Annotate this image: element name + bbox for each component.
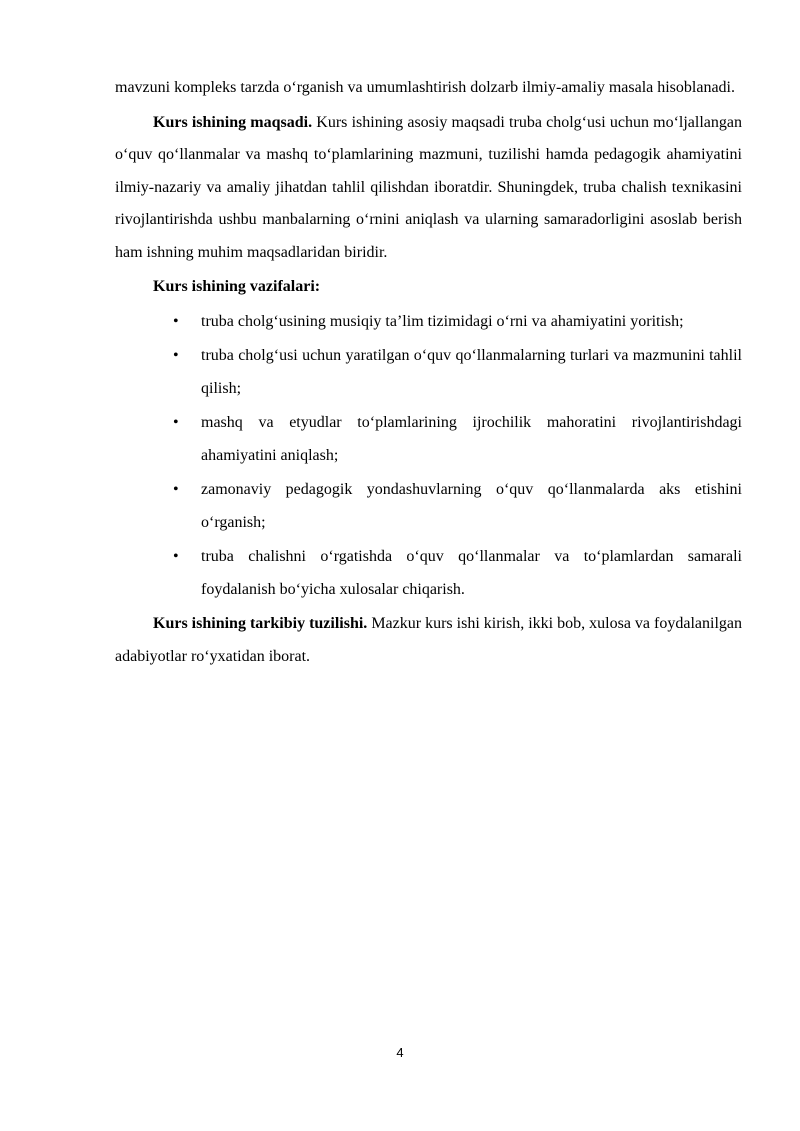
list-item-text: truba cholg‘usi uchun yaratilgan o‘quv qo‘llanmalarning turlari va mazmunini tahlil qilish;	[201, 347, 742, 397]
list-item	[173, 306, 742, 339]
goal-text: Kurs ishining asosiy maqsadi truba cholg‘usi uchun mo‘ljallangan o‘quv qo‘llanmalar va mashq to‘plamlarining mazmuni, tuzilishi hamda pedagogik ahamiyatini ilmiy-nazariy va amaliy jihatdan tahlil qilishdan iboratdir. Shuningdek, truba chalish texnikasini rivojlantirishda ushbu manbalarning o‘rnini aniqlash va ularning samaradorligini asoslab berish ham ishning muhim maqsadlaridan biridir.	[115, 113, 742, 261]
list-item-text: truba cholg‘usining musiqiy ta’lim tizimidagi o‘rni va ahamiyatini yoritish;	[201, 312, 684, 330]
structure-heading: Kurs ishining tarkibiy tuzilishi.	[153, 615, 368, 632]
page-body	[115, 72, 742, 675]
structure-paragraph	[115, 608, 742, 673]
list-item-text: truba chalishni o‘rgatishda o‘quv qo‘llanmalar va to‘plamlardan samarali foydalanish bo‘yicha xulosalar chiqarish.	[201, 548, 742, 598]
list-item	[173, 407, 742, 472]
goal-paragraph	[115, 107, 742, 270]
bullet-icon: •	[173, 481, 179, 498]
tasks-heading: Kurs ishining vazifalari:	[153, 278, 321, 295]
list-item	[173, 340, 742, 405]
list-item	[173, 474, 742, 539]
structure-text: Mazkur kurs ishi kirish, ikki bob, xulosa va foydalanilgan adabiyotlar ro‘yxatidan iborat.	[115, 615, 743, 665]
list-item-text: mashq va etyudlar to‘plamlarining ijrochilik mahoratini rivojlantirishdagi ahamiyatini aniqlash;	[201, 414, 742, 464]
tasks-list	[115, 306, 742, 607]
bullet-icon: •	[173, 312, 179, 330]
list-item-text: zamonaviy pedagogik yondashuvlarning o‘quv qo‘llanmalarda aks etishini o‘rganish;	[201, 481, 742, 531]
bullet-icon: •	[173, 548, 179, 565]
goal-heading: Kurs ishining maqsadi.	[153, 113, 313, 131]
intro-continuation-paragraph: mavzuni kompleks tarzda o‘rganish va umumlashtirish dolzarb ilmiy-amaliy masala hisoblanadi.	[115, 79, 735, 96]
bullet-icon: •	[173, 414, 179, 431]
list-item	[173, 541, 742, 606]
page-number: 4	[396, 1045, 404, 1060]
bullet-icon: •	[173, 347, 179, 364]
